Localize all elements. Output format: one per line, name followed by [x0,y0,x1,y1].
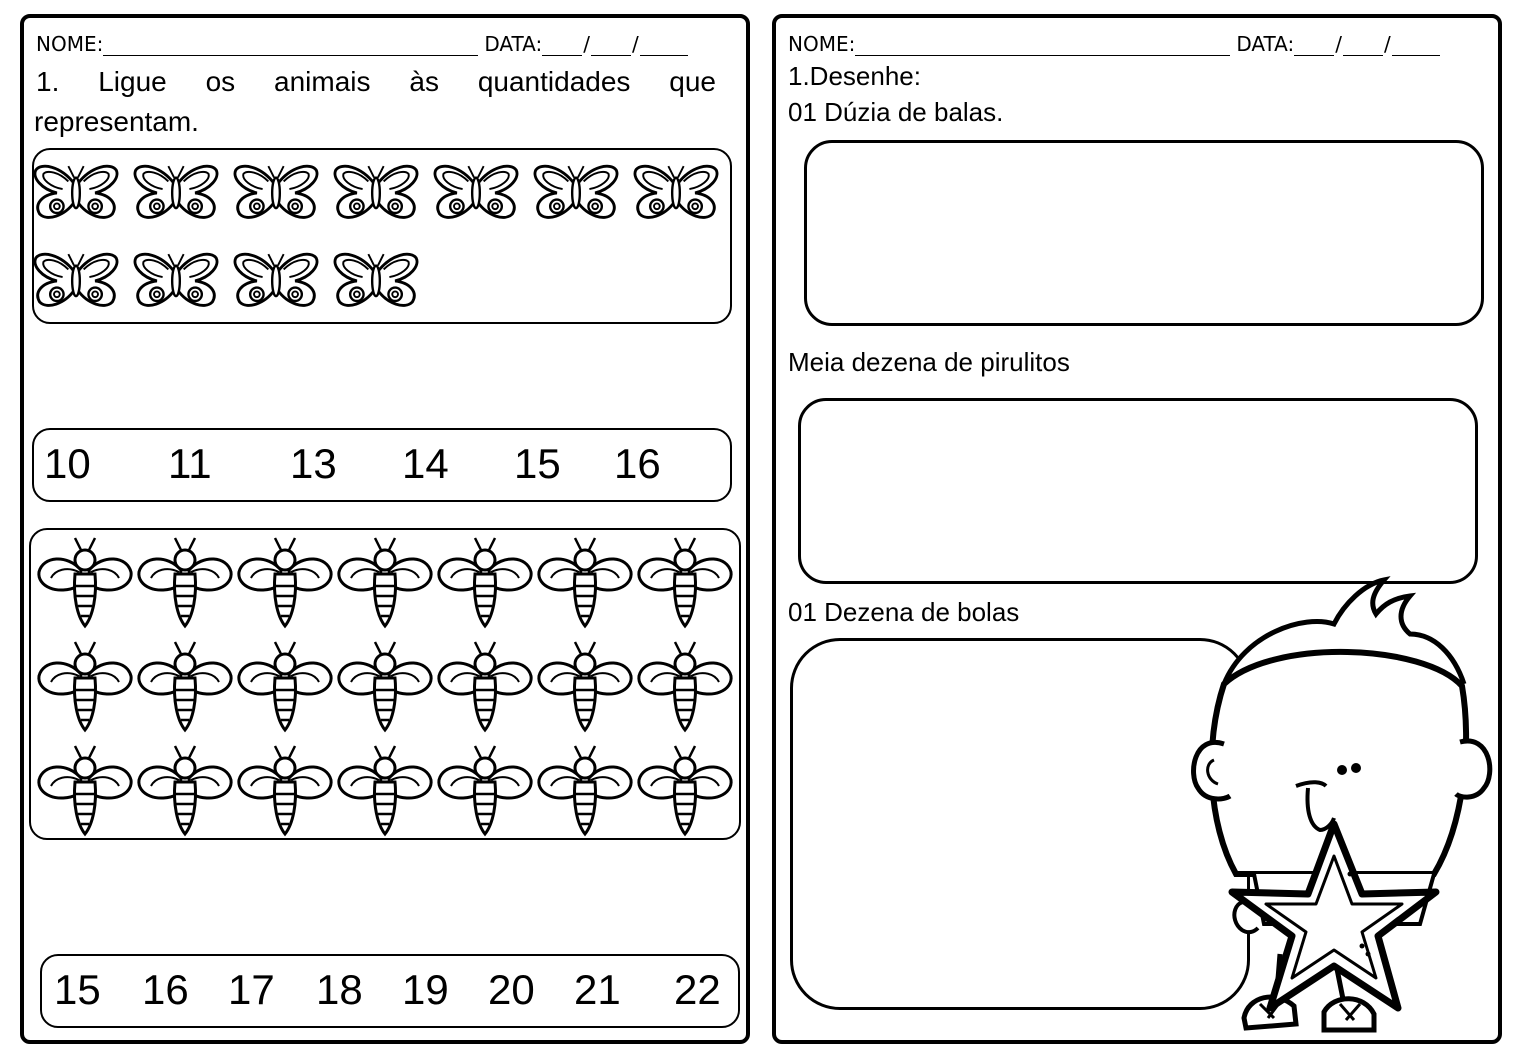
date-field[interactable]: / / [1294,32,1440,56]
bee-icon [536,738,634,838]
bee-number-row [24,966,744,1016]
bee-icon [436,530,534,630]
bee-icon [636,634,734,734]
task3-label: 01 Dezena de bolas [788,597,1020,627]
boy-with-star-illustration [1184,574,1504,1044]
drawing-box-2[interactable] [798,398,1478,584]
butterfly-icon [232,248,320,310]
bee-icon [336,530,434,630]
bee-icon [536,530,634,630]
instruction-line2: representam. [34,106,199,137]
butterfly-icon [332,160,420,222]
number-option[interactable]: 20 [488,966,535,1013]
number-option[interactable]: 21 [574,966,621,1013]
header-row [788,26,1486,56]
number-option[interactable]: 16 [142,966,189,1013]
bee-icon [136,634,234,734]
name-label: NOME: [788,32,856,56]
butterfly-number-row [24,440,744,490]
butterfly-icon [532,160,620,222]
butterfly-icon [132,160,220,222]
right-worksheet [772,14,1502,1044]
bee-icon [36,738,134,838]
butterfly-icon [632,160,720,222]
task2-label: Meia dezena de pirulitos [788,347,1070,377]
date-field[interactable]: / / [542,32,688,56]
header-row [36,26,734,56]
number-option[interactable]: 16 [614,440,661,487]
butterfly-icon [132,248,220,310]
number-option[interactable]: 22 [674,966,721,1013]
drawing-box-3[interactable] [790,638,1250,1010]
bee-icon [336,634,434,734]
number-option[interactable]: 10 [44,440,91,487]
number-option[interactable]: 17 [228,966,275,1013]
number-option[interactable]: 19 [402,966,449,1013]
left-worksheet [20,14,750,1044]
number-option[interactable]: 13 [290,440,337,487]
bee-icon [236,634,334,734]
butterfly-icon [332,248,420,310]
bee-icon [36,530,134,630]
task1-label: 01 Dúzia de balas. [788,97,1004,127]
date-label: DATA: [1236,32,1295,56]
name-field[interactable] [855,33,1230,56]
number-option[interactable]: 14 [402,440,449,487]
drawing-box-1[interactable] [804,140,1484,326]
bee-icon [636,530,734,630]
bee-icon [436,738,534,838]
name-label: NOME: [36,32,104,56]
number-option[interactable]: 11 [168,440,212,487]
bee-icon [236,738,334,838]
butterfly-icon [232,160,320,222]
bee-icon [236,530,334,630]
bee-icon [36,634,134,734]
instruction-line1: 1. Ligue os animais às quantidades que [36,66,716,97]
bee-icon [136,738,234,838]
bee-icon [336,738,434,838]
name-field[interactable] [103,33,478,56]
bee-icon [536,634,634,734]
instruction: 1.Desenhe: [788,61,921,91]
number-option[interactable]: 18 [316,966,363,1013]
bee-icon [636,738,734,838]
butterfly-icon [32,160,120,222]
number-option[interactable]: 15 [514,440,561,487]
butterfly-icon [432,160,520,222]
butterfly-icon [32,248,120,310]
number-option[interactable]: 15 [54,966,101,1013]
date-label: DATA: [484,32,543,56]
bee-icon [436,634,534,734]
bee-icon [136,530,234,630]
